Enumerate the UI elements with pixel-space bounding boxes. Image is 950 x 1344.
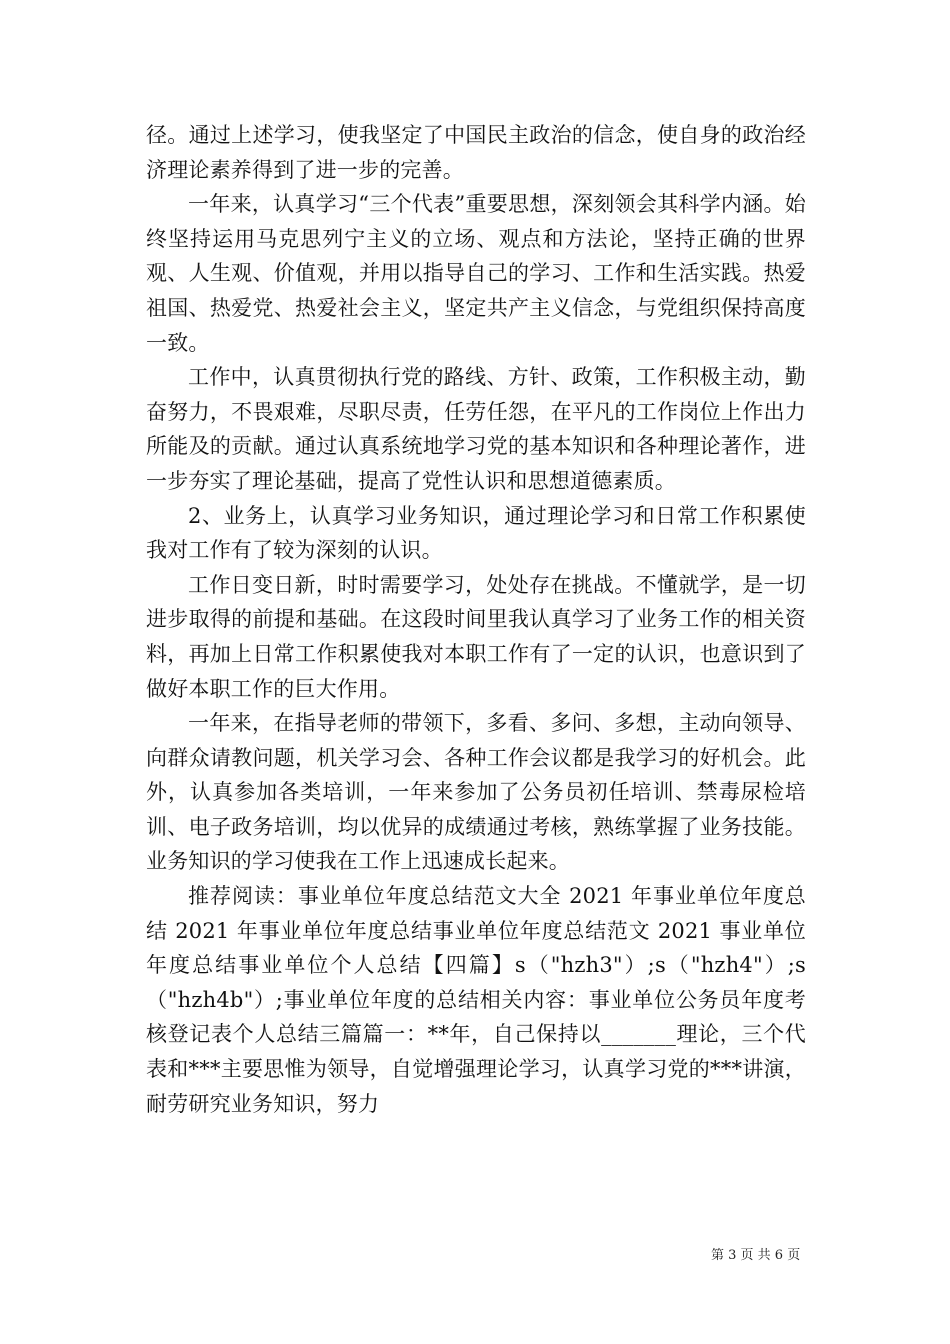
page-number-footer: 第 3 页 共 6 页 <box>711 1248 801 1263</box>
document-body <box>146 118 806 1121</box>
paragraph-2: 一年来，认真学习“三个代表”重要思想，深刻领会其科学内涵。始终坚持运用马克思列宁主义的立场、观点和方法论，坚持正确的世界观、人生观、价值观，并用以指导自己的学习、工作和生活实践。热爱祖国、热爱党、热爱社会主义，坚定共产主义信念，与党组织保持高度一致。 <box>146 192 806 355</box>
paragraph-3: 工作中，认真贯彻执行党的路线、方针、政策，工作积极主动，勤奋努力，不畏艰难，尽职尽责，任劳任怨，在平凡的工作岗位上作出力所能及的贡献。通过认真系统地学习党的基本知识和各种理论著作，进一步夯实了理论基础，提高了党性认识和思想道德素质。 <box>146 365 806 493</box>
paragraph-1: 径。通过上述学习，使我坚定了中国民主政治的信念，使自身的政治经济理论素养得到了进一步的完善。 <box>146 123 806 182</box>
paragraph-5: 工作日变日新，时时需要学习，处处存在挑战。不懂就学，是一切进步取得的前提和基础。在这段时间里我认真学习了业务工作的相关资料，再加上日常工作积累使我对本职工作有了一定的认识，也意识到了做好本职工作的巨大作用。 <box>146 572 806 701</box>
paragraph-4: 2、业务上，认真学习业务知识，通过理论学习和日常工作积累使我对工作有了较为深刻的认识。 <box>146 503 806 563</box>
paragraph-6: 一年来，在指导老师的带领下，多看、多问、多想，主动向领导、向群众请教问题，机关学习会、各种工作会议都是我学习的好机会。此外，认真参加各类培训，一年来参加了公务员初任培训、禁毒尿检培训、电子政务培训，均以优异的成绩通过考核，熟练掌握了业务技能。业务知识的学习使我在工作上迅速成长起来。 <box>146 711 806 874</box>
paragraph-7: 推荐阅读：事业单位年度总结范文大全 2021 年事业单位年度总结 2021 年事业单位年度总结事业单位年度总结范文 2021 事业单位年度总结事业单位个人总结【四篇】s（"hzh3"）;s（"hzh4"）;s（"hzh4b"）;事业单位年度的总结相关内容：事业单位公务员年度考核登记表个人总结三篇篇一：**年，自己保持以_______理论，三个代表和***主要思惟为领导，自觉增强理论学习，认真学习党的***讲演，耐劳研究业务知识，努力 <box>146 884 806 1116</box>
